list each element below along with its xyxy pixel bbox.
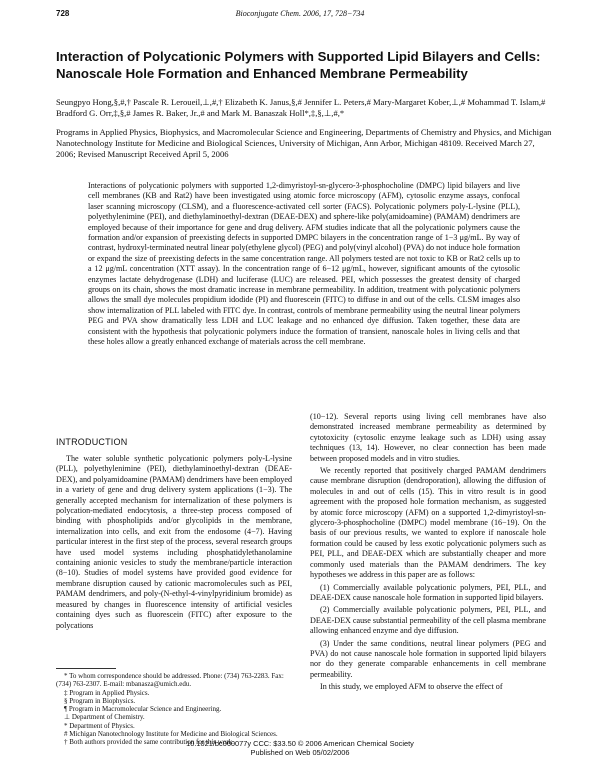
intro-paragraph: (10−12). Several reports using living cell membranes have also demonstrated increased membrane permeability as determined by cytotoxicity (cytosolic enzyme leakage such as LDH) using assay techniques (13, 14). However, no clear connection has been made between proposed models and in vitro studies. bbox=[310, 412, 546, 463]
affiliation: Programs in Applied Physics, Biophysics, and Macromolecular Science and Engineering, Departments of Chemistry and Physics, and Michigan Nanotechnology Institute for Medicine and Biological Sciences, University of Michigan, Ann Arbor, Michigan 48109. Received March 27, 2006; Revised Manuscript Received April 5, 2006 bbox=[56, 127, 552, 160]
journal-citation: Bioconjugate Chem. 2006, 17, 728−734 bbox=[235, 9, 365, 18]
footnote: † Both authors provided the same contribution for this work. bbox=[64, 738, 234, 747]
page-number: 728 bbox=[56, 9, 70, 18]
doi-line: 10.1021/bc060077y CCC: $33.50 © 2006 American Chemical Society bbox=[186, 739, 414, 748]
introduction-left-column bbox=[56, 454, 292, 631]
abstract: Interactions of polycationic polymers with supported 1,2-dimyristoyl-sn-glycero-3-phosphocholine (DMPC) lipid bilayers and live cell membranes (KB and Rat2) have been investigated using atomic force microscopy (AFM), cytosolic enzyme assays, confocal laser scanning microscopy (CLSM), and a fluorescence-activated cell sorter (FACS). Polycationic polymers poly-L-lysine (PLL), polyethylenimine (PEI), and diethylaminoethyl-dextran (DEAE-DEX) and sphere-like poly(amidoamine) (PAMAM) dendrimers are employed because of their importance for gene and drug delivery. AFM studies indicate that all the polycationic polymers cause the formation and/or expansion of preexisting defects in supported DMPC bilayers in the concentration range of 1−3 μg/mL. By way of contrast, hydroxyl-terminated neutral linear poly(ethylene glycol) (PEG) and poly(vinyl alcohol) (PVA) do not induce hole formation or expand the size of preexisting defects in the same concentration range. All polymers tested are not toxic to KB or Rat2 cells up to a 12 μg/mL concentration (XTT assay). In the concentration range of 6−12 μg/mL, however, significant amounts of the cytosolic enzymes lactate dehydrogenase (LDH) and luciferase (LUC) are released. PEI, which possesses the greatest density of charged groups on its chain, shows the most dramatic increase in membrane permeability. In addition, treatment with polycationic polymers allows the small dye molecules propidium idodide (PI) and fluorescein (FITC) to diffuse in and out of the cells. CLSM images also show internalization of PLL labeled with FITC dye. In contrast, controls of membrane permeability using the neutral linear polymers PEG and PVA show dramatically less LDH and LUC leakage and no enhanced dye diffusion. Taken together, these data are consistent with the hypothesis that polycationic polymers induce the formation of transient, nanoscale holes in living cells and that these holes allow a greatly enhanced exchange of materials across the cell membrane. bbox=[88, 181, 520, 347]
footnote: # Michigan Nanotechnology Institute for Medicine and Biological Sciences. bbox=[64, 730, 278, 739]
published-line: Published on Web 05/02/2006 bbox=[250, 748, 350, 757]
footnote: ‡ Program in Applied Physics. bbox=[64, 688, 150, 697]
intro-paragraph: The water soluble synthetic polycationic polymers poly-L-lysine (PLL), polyethylenimine (PEI), diethylaminoethyl-dextran (DEAE-DEX), and polyamidoamine (PAMAM) dendrimers have been employed in a variety of gene and drug delivery system applications (1−3). The generally accepted mechanism for internalization of these polymers is polycation-mediated endocytosis, a three-step process composed of binding with phospholipids and/or glycolipids in the membrane, internalization into cells, and exit from the endosome (4−7). Having particular interest in the first step of the process, several research groups have used model systems including phosphatidylethanolamine containing anionic vesicles to study the membrane/particle interaction (8−10). Studies of model systems have provided good evidence for membrane disruption caused by cationic macromolecules such as PEI, PAMAM dendrimers, and poly-(N-ethyl-4-vinylpyridinium bromide) as measured by changes in fluorescence intensity of artificial vesicles containing dyes such as fluorescein (FITC) after exposure to the polycations bbox=[56, 454, 292, 630]
hypothesis-2: (2) Commercially available polycationic polymers, PEI, PLL, and DEAE-DEX cause substantial permeability of the cell plasma membrane allowing enhanced enzyme and dye diffusion. bbox=[310, 605, 546, 636]
footnote-divider bbox=[56, 668, 116, 669]
hypothesis-1: (1) Commercially available polycationic polymers, PEI, PLL, and DEAE-DEX cause nanoscale hole formation in supported lipid bilayers. bbox=[310, 582, 546, 602]
footnote: * To whom correspondence should be addressed. Phone: (734) 763-2283. Fax: (734) 763-2307. E-mail: mbanasza@umich.edu. bbox=[56, 672, 284, 689]
intro-paragraph: In this study, we employed AFM to observe the effect of bbox=[320, 682, 503, 692]
footnotes bbox=[56, 672, 292, 747]
introduction-right-column bbox=[310, 412, 546, 695]
footnote: ¶ Program in Macromolecular Science and Engineering. bbox=[64, 705, 222, 714]
author-list: Seungpyo Hong,§,#,† Pascale R. Leroueil,⊥,#,† Elizabeth K. Janus,§,# Jennifer L. Peters,# Mary-Margaret Kober,⊥,# Mohammad T. Islam,# Bradford G. Orr,‡,§,# James R. Baker, Jr.,# and Mark M. Banaszak Holl*,‡,§,⊥,#,* bbox=[56, 97, 546, 119]
section-heading-introduction: INTRODUCTION bbox=[56, 437, 128, 447]
hypothesis-3: (3) Under the same conditions, neutral linear polymers (PEG and PVA) do not cause nanoscale hole formation in supported lipid bilayers nor do they generate comparable enhancements in cell membrane permeability. bbox=[310, 638, 546, 679]
footnote: ⊥ Department of Chemistry. bbox=[64, 713, 145, 722]
article-title: Interaction of Polycationic Polymers with Supported Lipid Bilayers and Cells: Nanoscale Hole Formation and Enhanced Membrane Permeability bbox=[56, 49, 541, 81]
footnote: § Program in Biophysics. bbox=[64, 696, 136, 705]
page-footer bbox=[0, 739, 600, 757]
intro-paragraph: We recently reported that positively charged PAMAM dendrimers cause membrane disruption (dendroporation), allowing the diffusion of molecules in and out of cells (15). This in vitro result is in good agreement with the proposed hole formation mechanism, as suggested by atomic force microscopy (AFM) on a supported 1,2-dimyristoyl-sn-glycero-3-phosphocholine (DMPC) model membrane (16−19). On the basis of our previous results, we wanted to explore if nanoscale hole formation could be caused by less exotic polycationic polymers such as PEI, PLL, and DEAE-DEX which are substantially cheaper and more commonly used materials than the PAMAM dendrimers. The key hypotheses we address in this paper are as follows: bbox=[310, 466, 546, 580]
footnote: * Department of Physics. bbox=[64, 721, 135, 730]
